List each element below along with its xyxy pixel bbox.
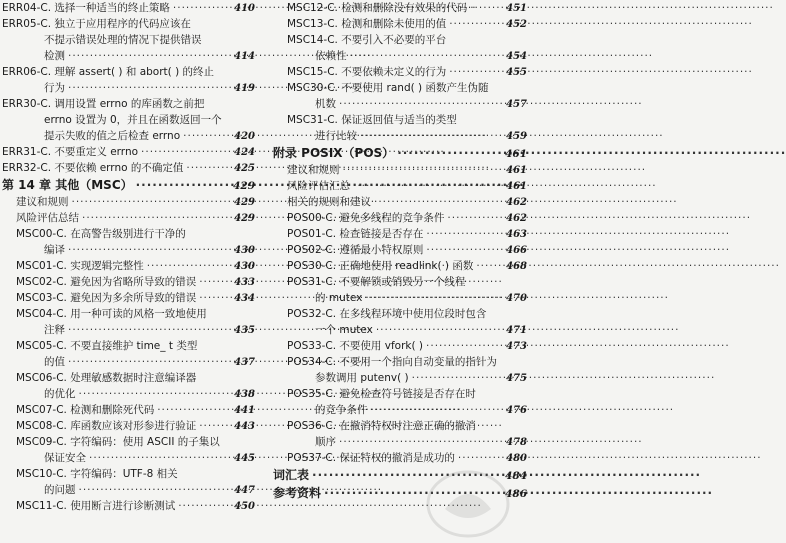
toc-entry-text: 建议和规则 xyxy=(287,164,340,176)
leader-dots xyxy=(447,210,503,226)
page-number: 425 xyxy=(234,163,255,174)
toc-entry[interactable] xyxy=(273,112,527,144)
toc-entry[interactable] xyxy=(273,418,527,450)
leader-dots xyxy=(449,16,503,32)
page-number: 461 xyxy=(505,148,527,160)
leader-dots xyxy=(343,162,504,178)
toc-entry-text: POS32-C. 在多线程环境中使用位段时包含 xyxy=(287,308,487,320)
toc-entry-text: MSC31-C. 保证返回值与适当的类型 xyxy=(287,114,457,126)
page-number: 429 xyxy=(234,213,255,224)
page-number: 443 xyxy=(234,421,255,432)
toc-entry[interactable] xyxy=(273,226,527,242)
leader-dots xyxy=(199,290,231,306)
leader-dots xyxy=(183,128,231,144)
toc-entry[interactable] xyxy=(273,162,527,178)
toc-entry-text: 参考资料 xyxy=(273,486,322,500)
toc-entry-text: 保证安全 xyxy=(44,452,86,464)
toc-entry[interactable] xyxy=(273,0,527,16)
page-number: 475 xyxy=(506,373,527,384)
toc-left-column xyxy=(2,0,255,514)
page-number: 461 xyxy=(506,165,527,176)
leader-dots xyxy=(199,274,231,290)
toc-entry-text: MSC12-C. 检测和删除没有效果的代码 xyxy=(287,2,468,14)
toc-entry-text: MSC00-C. 在高警告级别进行干净的 xyxy=(16,228,186,240)
toc-entry-text: MSC14-C. 不要引入不必要的平台 xyxy=(287,34,447,46)
toc-entry-text: 第 14 章 其他（MSC） xyxy=(2,178,133,192)
toc-entry[interactable] xyxy=(2,306,255,338)
toc-entry[interactable] xyxy=(2,466,255,498)
toc-entry-text: 风险评估总结 xyxy=(16,212,79,224)
toc-entry[interactable] xyxy=(273,274,527,306)
toc-entry[interactable] xyxy=(273,64,527,80)
toc-entry[interactable] xyxy=(273,80,527,112)
page-number: 462 xyxy=(506,213,527,224)
leader-dots xyxy=(449,64,503,80)
toc-entry-text: MSC10-C. 字符编码：UTF-8 相关 xyxy=(16,468,178,480)
page-number: 435 xyxy=(234,325,255,336)
toc-entry-text: 编译 xyxy=(44,244,65,256)
toc-entry-text: MSC01-C. 实现逻辑完整性 xyxy=(16,260,144,272)
toc-entry-text: 行为 xyxy=(44,82,65,94)
page-number: 463 xyxy=(506,229,527,240)
toc-entry-text: ERR32-C. 不要依赖 errno 的不确定值 xyxy=(2,162,184,174)
toc-entry-text: 注释 xyxy=(44,324,65,336)
leader-dots xyxy=(79,482,232,498)
watermark-seal-icon xyxy=(425,469,511,539)
toc-entry-text: 的优化 xyxy=(44,388,76,400)
leader-dots xyxy=(365,290,503,306)
toc-entry-text: POS02-C. 遵循最小特权原则 xyxy=(287,244,424,256)
toc-entry-text: ERR30-C. 调用设置 errno 的库函数之前把 xyxy=(2,98,205,110)
toc-entry[interactable] xyxy=(2,434,255,466)
page-number: 478 xyxy=(506,437,527,448)
page-number: 447 xyxy=(234,485,255,496)
toc-entry-text: 附录 POSIX（POS） xyxy=(273,146,395,160)
leader-dots xyxy=(426,242,503,258)
page-number: 450 xyxy=(234,501,255,512)
toc-entry[interactable] xyxy=(273,210,527,226)
leader-dots xyxy=(339,96,503,112)
toc-entry-text: POS31-C. 不要解锁或销毁另一个线程 xyxy=(287,276,466,288)
page-number: 459 xyxy=(506,131,527,142)
leader-dots xyxy=(79,386,232,402)
leader-dots xyxy=(476,258,503,274)
toc-entry-text: MSC13-C. 检测和删除未使用的值 xyxy=(287,18,447,30)
page-number: 455 xyxy=(506,67,527,78)
toc-entry[interactable] xyxy=(2,258,255,274)
toc-entry[interactable] xyxy=(273,194,527,210)
toc-entry-text: 的值 xyxy=(44,356,65,368)
toc-entry[interactable] xyxy=(273,338,527,354)
toc-entry-text: POS35-C. 避免检查符号链接是否存在时 xyxy=(287,388,476,400)
leader-dots xyxy=(68,354,231,370)
toc-right-column xyxy=(273,0,527,502)
page-number: 486 xyxy=(505,488,527,500)
leader-dots xyxy=(458,450,503,466)
page-number: 430 xyxy=(234,261,255,272)
page-number: 414 xyxy=(234,51,255,62)
toc-entry-text: 进行比较 xyxy=(315,130,357,142)
toc-entry-text: 依赖性 xyxy=(315,50,347,62)
toc-entry-text: MSC06-C. 处理敏感数据时注意编译器 xyxy=(16,372,197,384)
toc-entry[interactable] xyxy=(273,16,527,32)
page-number: 452 xyxy=(506,19,527,30)
toc-entry-text: MSC30-C. 不要使用 rand( ) 函数产生伪随 xyxy=(287,82,489,94)
page-number: 484 xyxy=(505,470,527,482)
toc-entry-text: ERR04-C. 选择一种适当的终止策略 xyxy=(2,2,170,14)
leader-dots xyxy=(186,160,231,176)
page-number: 437 xyxy=(234,357,255,368)
leader-dots xyxy=(397,144,502,162)
toc-entry-text: ERR31-C. 不要重定义 errno xyxy=(2,146,139,158)
leader-dots xyxy=(68,242,231,258)
toc-entry-text: 的竞争条件 xyxy=(315,404,368,416)
toc-entry[interactable] xyxy=(2,0,255,16)
toc-entry-text: 的 mutex xyxy=(315,292,363,304)
toc-entry-text: MSC11-C. 使用断言进行诊断测试 xyxy=(16,500,176,512)
leader-dots xyxy=(89,450,231,466)
toc-entry[interactable] xyxy=(273,306,527,338)
page-number: 471 xyxy=(506,325,527,336)
toc-entry[interactable] xyxy=(273,258,527,274)
toc-entry-text: 的问题 xyxy=(44,484,76,496)
toc-entry-text: 建议和规则 xyxy=(16,196,69,208)
toc-entry-text: 机数 xyxy=(315,98,336,110)
page-number: 462 xyxy=(506,197,527,208)
toc-entry-text: errno 设置为 0，并且在函数返回一个 xyxy=(44,114,222,126)
toc-entry[interactable] xyxy=(273,178,527,194)
toc-entry[interactable] xyxy=(2,144,255,160)
toc-entry-text: 不提示错误处理的情况下提供错误 xyxy=(44,34,202,46)
toc-entry-text: MSC07-C. 检测和删除死代码 xyxy=(16,404,155,416)
toc-entry-text: MSC03-C. 避免因为多余所导致的错误 xyxy=(16,292,197,304)
toc-entry-text: POS36-C. 在撤消特权时注意正确的撤消 xyxy=(287,420,476,432)
toc-entry[interactable] xyxy=(2,498,255,514)
toc-entry-text: POS30-C. 正确地使用 readlink( ) 函数 xyxy=(287,260,474,272)
page-number: 451 xyxy=(506,3,527,14)
page-number: 419 xyxy=(234,83,255,94)
leader-dots xyxy=(68,80,231,96)
toc-entry[interactable] xyxy=(2,210,255,226)
page-number: 454 xyxy=(506,51,527,62)
leader-dots xyxy=(178,498,231,514)
page-number: 470 xyxy=(506,293,527,304)
toc-entry[interactable] xyxy=(2,290,255,306)
toc-entry-text: MSC15-C. 不要依赖未定义的行为 xyxy=(287,66,447,78)
toc-entry-text: MSC02-C. 避免因为省略所导致的错误 xyxy=(16,276,197,288)
leader-dots xyxy=(72,194,232,210)
toc-entry[interactable] xyxy=(2,418,255,434)
toc-entry[interactable] xyxy=(273,450,527,466)
page-number: 468 xyxy=(506,261,527,272)
toc-entry-text: ERR06-C. 理解 assert( ) 和 abort( ) 的终止 xyxy=(2,66,215,78)
leader-dots xyxy=(426,338,503,354)
toc-entry-text: POS33-C. 不要使用 vfork( ) xyxy=(287,340,424,352)
page-number: 441 xyxy=(234,405,255,416)
toc-chapter-heading[interactable] xyxy=(2,176,255,194)
toc-entry[interactable] xyxy=(2,194,255,210)
toc-entry-text: MSC04-C. 用一种可读的风格一致地使用 xyxy=(16,308,207,320)
toc-entry[interactable] xyxy=(2,338,255,370)
toc-entry[interactable] xyxy=(273,354,527,386)
leader-dots xyxy=(157,402,231,418)
page-number: 429 xyxy=(233,180,255,192)
page-number: 480 xyxy=(506,453,527,464)
toc-entry[interactable] xyxy=(2,274,255,290)
leader-dots xyxy=(371,402,504,418)
page-number: 410 xyxy=(234,3,255,14)
toc-entry-text: POS01-C. 检查链接是否存在 xyxy=(287,228,424,240)
leader-dots xyxy=(141,144,231,160)
page-number: 434 xyxy=(234,293,255,304)
toc-entry-text: POS34-C. 不要用一个指向自动变量的指针为 xyxy=(287,356,497,368)
leader-dots xyxy=(412,370,503,386)
toc-entry-text: MSC05-C. 不要直接维护 time_ t 类型 xyxy=(16,340,198,352)
toc-entry-text: 提示失败的值之后检查 errno xyxy=(44,130,181,142)
toc-entry-text: 顺序 xyxy=(315,436,336,448)
toc-entry-text: 词汇表 xyxy=(273,468,310,482)
toc-entry-text: 参数调用 putenv( ) xyxy=(315,372,409,384)
toc-entry-text: ERR05-C. 独立于应用程序的代码应该在 xyxy=(2,18,191,30)
toc-entry[interactable] xyxy=(2,226,255,258)
leader-dots xyxy=(68,322,231,338)
toc-entry[interactable] xyxy=(2,64,255,96)
leader-dots xyxy=(339,434,503,450)
page-number: 466 xyxy=(506,245,527,256)
toc-entry-text: 检测 xyxy=(44,50,65,62)
page-number: 429 xyxy=(234,197,255,208)
leader-dots xyxy=(374,194,503,210)
leader-dots xyxy=(353,178,503,194)
page-number: 461 xyxy=(506,181,527,192)
page-number: 420 xyxy=(234,131,255,142)
leader-dots xyxy=(136,176,230,194)
toc-chapter-heading[interactable] xyxy=(273,144,527,162)
page-number: 438 xyxy=(234,389,255,400)
page-number: 473 xyxy=(506,341,527,352)
page-number: 433 xyxy=(234,277,255,288)
toc-entry[interactable] xyxy=(2,160,255,176)
leader-dots xyxy=(470,0,503,16)
toc-entry[interactable] xyxy=(2,96,255,144)
toc-entry[interactable] xyxy=(2,370,255,402)
page-number: 430 xyxy=(234,245,255,256)
toc-entry-text: POS00-C. 避免多线程的竞争条件 xyxy=(287,212,445,224)
page-number: 476 xyxy=(506,405,527,416)
toc-entry[interactable] xyxy=(2,16,255,64)
toc-entry-text: 相关的规则和建议 xyxy=(287,196,371,208)
toc-entry-text: 风险评估汇总 xyxy=(287,180,350,192)
toc-entry-text: 一个 mutex xyxy=(315,324,373,336)
leader-dots xyxy=(426,226,503,242)
leader-dots xyxy=(173,0,231,16)
toc-entry-text: POS37-C. 保证特权的撤消是成功的 xyxy=(287,452,455,464)
page-number: 457 xyxy=(506,99,527,110)
toc-entry[interactable] xyxy=(2,402,255,418)
toc-entry[interactable] xyxy=(273,386,527,418)
toc-entry[interactable] xyxy=(273,242,527,258)
leader-dots xyxy=(68,48,231,64)
page-number: 424 xyxy=(234,147,255,158)
toc-entry[interactable] xyxy=(273,32,527,64)
leader-dots xyxy=(360,128,503,144)
leader-dots xyxy=(350,48,504,64)
toc-entry-text: MSC09-C. 字符编码：使用 ASCII 的子集以 xyxy=(16,436,220,448)
leader-dots xyxy=(147,258,231,274)
leader-dots xyxy=(376,322,503,338)
leader-dots xyxy=(199,418,231,434)
leader-dots xyxy=(82,210,231,226)
page-number: 445 xyxy=(234,453,255,464)
toc-entry-text: MSC08-C. 库函数应该对形参进行验证 xyxy=(16,420,197,432)
